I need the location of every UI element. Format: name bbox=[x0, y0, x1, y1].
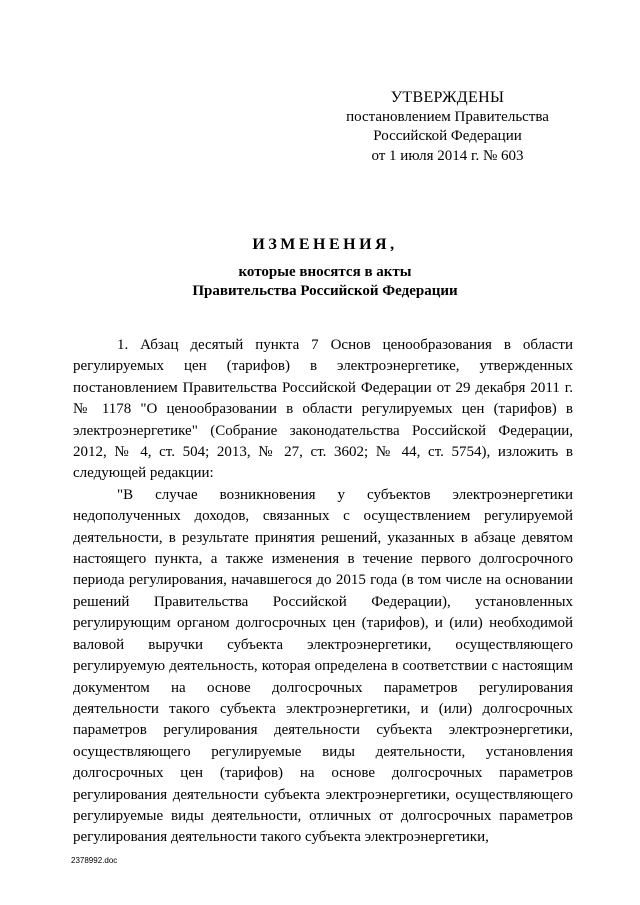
document-title: ИЗМЕНЕНИЯ, bbox=[252, 236, 398, 253]
document-subtitle-line-2: Правительства Российской Федерации bbox=[192, 283, 458, 299]
document-body bbox=[73, 335, 573, 849]
approval-stamp bbox=[330, 88, 565, 166]
approval-line-3: от 1 июля 2014 г. № 603 bbox=[371, 147, 524, 164]
document-subtitle-line-1: которые вносятся в акты bbox=[238, 264, 412, 280]
paragraph-2: "В случае возникновения у субъектов электроэнергетики недополученных доходов, связанных с осуществлением регулируемой деятельности, в результате принятия решений, указанных в абзаце девятом настоящего пункта, а также изменения в течение первого долгосрочного периода регулирования, начавшегося до 2015 года (в том числе на основании решений Правительства Российской Федерации), установленных регулирующим органом долгосрочных цен (тарифов), и (или) необходимой валовой выручки субъекта электроэнергетики, осуществляющего регулируемую деятельность, которая определена в соответствии с настоящим документом на основе долгосрочных параметров регулирования деятельности такого субъекта электроэнергетики, и (или) долгосрочных параметров регулирования деятельности субъекта электроэнергетики, осуществляющего регулируемые виды деятельности, установления долгосрочных цен (тарифов) на основе долгосрочных параметров регулирования деятельности субъекта электроэнергетики, осуществляющего регулируемые виды деятельности, отличных от долгосрочных параметров регулирования деятельности такого субъекта электроэнергетики, bbox=[73, 486, 573, 846]
approval-line-1: постановлением Правительства bbox=[346, 108, 549, 125]
paragraph-1: 1. Абзац десятый пункта 7 Основ ценообразования в области регулируемых цен (тарифов) в электроэнергетике, утвержденных постановлением Правительства Российской Федерации от 29 декабря 2011 г. № 1178 "О ценообразовании в области регулируемых цен (тарифов) в электроэнергетике" (Собрание законодательства Российской Федерации, 2012, № 4, ст. 504; 2013, № 27, ст. 3602; № 44, ст. 5754), изложить в следующей редакции: bbox=[73, 337, 573, 482]
approval-line-2: Российской Федерации bbox=[373, 128, 522, 144]
file-name-footer: 2378992.doc bbox=[71, 856, 118, 865]
document-title-block bbox=[90, 236, 560, 301]
approval-heading: УТВЕРЖДЕНЫ bbox=[390, 89, 505, 106]
